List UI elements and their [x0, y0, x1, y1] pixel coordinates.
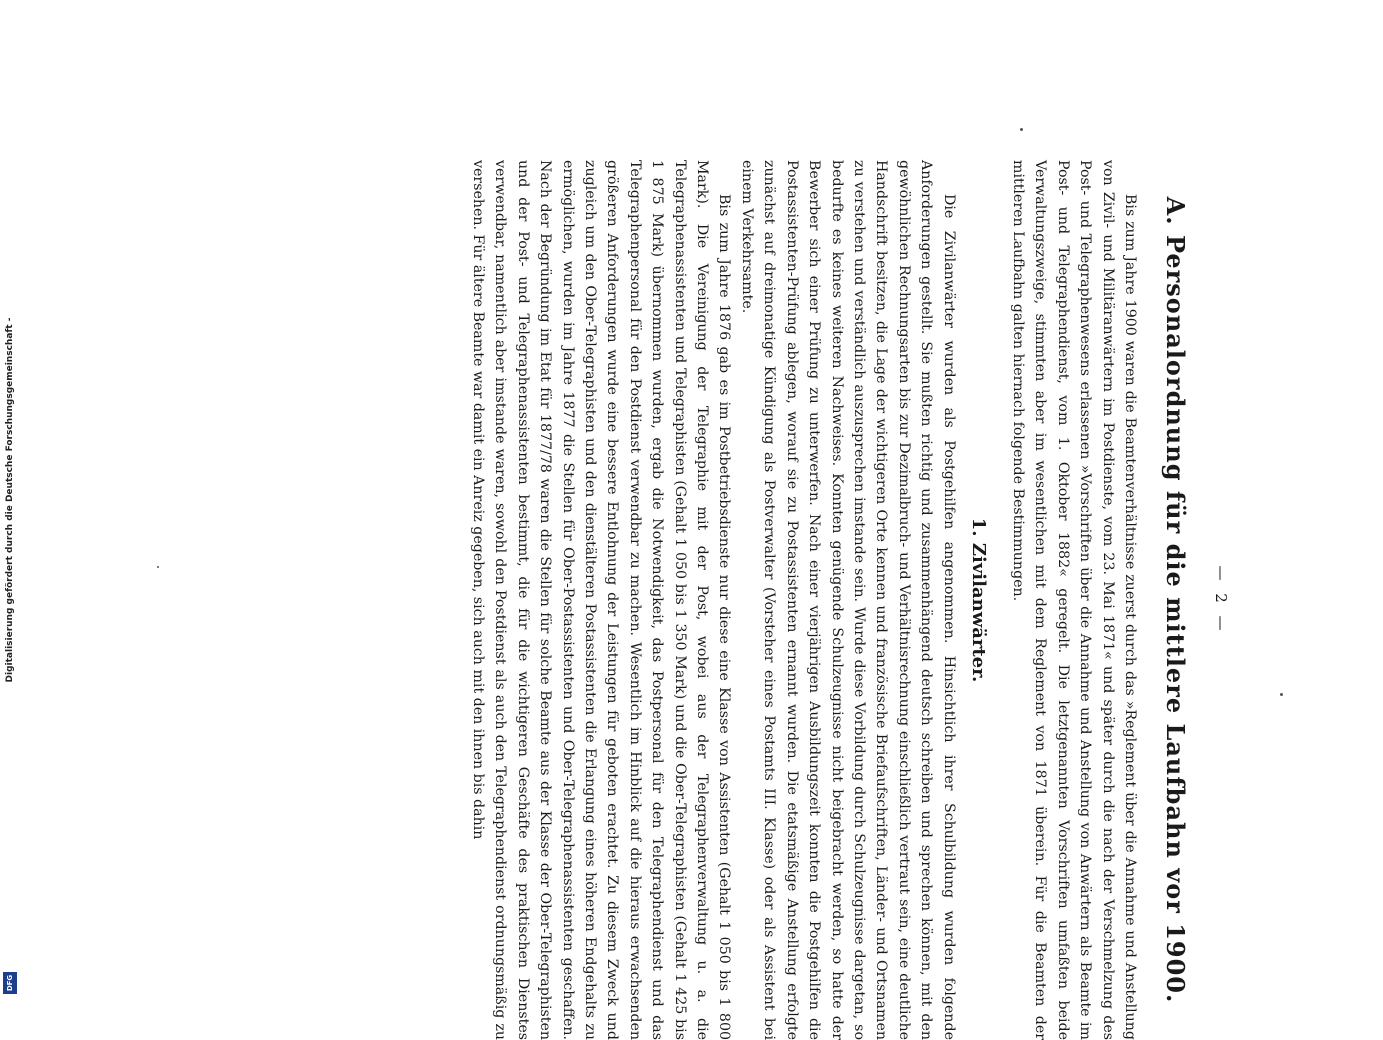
page-number: — 2 — — [1212, 565, 1230, 635]
paragraph-zivilanwaerter: Die Zivilanwärter wurden als Postgehilfen angenommen. Hinsichtlich ihrer Schulbildung wurden folgende Anforderungen gestellt. Sie mußten richtig und zusammenhängend deutsch schreiben und sprechen können, mit den gewöhnlichen Rechnungsarten bis zur Dezimalbruch- und Verhältnisrechnung einschließlich vertraut sein, eine deutliche Handschrift besitzen, die Lage der wichtigeren Orte kennen und französische Briefaufschriften, Länder- und Ortsnamen zu verstehen und verständlich auszusprechen imstande sein. Wurde diese Vorbildung durch Schulzeugnisse dargetan, so bedurfte es keines weiteren Nachweises. Konnten genügende Schulzeugnisse nicht beigebracht werden, so hatte der Bewerber sich einer Prüfung zu unterwerfen. Nach einer vierjährigen Ausbildungszeit konnten die Postgehilfen die Postassistenten-Prüfung ablegen, worauf sie zu Postassistenten ernannt wurden. Die etatsmäßige Anstellung erfolgte zunächst auf dreimonatige Kündigung als Postverwalter (Vorsteher eines Postamts III. Klasse) oder als Assistent bei einem Verkehrsamte. — [738, 160, 957, 1040]
dfg-logo: DFG — [3, 972, 17, 994]
paragraph-assistenten: Bis zum Jahre 1876 gab es im Postbetriebsdienste nur diese eine Klasse von Assistenten (Gehalt 1 050 bis 1 800 Mark). Die Vereinigung der Telegraphie mit der Post, wobei aus der Telegraphenverwaltung u. a. die Telegraphenassistenten und Telegraphisten (Gehalt 1 050 bis 1 350 Mark) und die Ober-Telegraphisten (Gehalt 1 425 bis 1 875 Mark) übernommen wurden, ergab die Notwendigkeit, das Postpersonal für den Telegraphendienst und das Telegraphenpersonal für den Postdienst verwendbar zu machen. Wesentlich im Hinblick auf die hieraus erwachsenden größeren Anforderungen wurde eine bessere Entlohnung der Leistungen für geboten erachtet. Zu diesem Zweck und zugleich um den Ober-Telegraphisten und den dienstälteren Postassistenten die Erlangung eines höheren Endgehalts zu ermöglichen, wurden im Jahre 1877 die Stellen für Ober-Postassistenten und Ober-Telegraphenassistenten geschaffen. Nach der Begründung im Etat für 1877/78 waren die Stellen für solche Beamte aus der Klasse der Ober-Telegraphisten und der Post- und Telegraphenassistenten bestimmt, die für die wichtigeren Geschäfte des praktischen Dienstes verwendbar, namentlich aber imstande waren, sowohl den Postdienst als auch den Telegraphendienst ordnungsmäßig zu versehen. Für ältere Beamte war damit ein Anreiz gegeben, sich auch mit den ihnen bis dahin — [470, 160, 733, 1040]
scan-speck — [157, 566, 159, 568]
scan-speck — [1020, 128, 1023, 131]
rotated-page — [467, 160, 1230, 1040]
scan-speck — [1280, 693, 1283, 696]
paragraph-intro: Bis zum Jahre 1900 waren die Beamtenverhältnisse zuerst durch das »Reglement über die Annahme und Anstellung von Zivil- und Militäranwärtern im Postdienste, vom 23. Mai 1871« und später durch die nach der Verschmelzung des Post- und Telegraphenwesens erlassenen »Vorschriften über die Annahme und Anstellung von Anwärtern als Beamte im Post- und Telegraphendienst, vom 1. Oktober 1882« geregelt. Die letztgenannten Vorschriften umfaßten beide Verwaltungszweige, stimmten aber im wesentlichen mit dem Reglement von 1871 überein. Für die Beamten der mittleren Laufbahn galten hiernach folgende Bestimmungen. — [1009, 160, 1138, 1040]
page-title: A. Personalordnung für die mittlere Laufbahn vor 1900. — [1161, 196, 1190, 1004]
digitization-credit — [3, 0, 17, 1000]
credit-text: Digitalisierung gefördert durch die Deutsche Forschungsgemeinschaft - — [5, 317, 15, 683]
section-heading: 1. Zivilanwärter. — [967, 517, 989, 683]
